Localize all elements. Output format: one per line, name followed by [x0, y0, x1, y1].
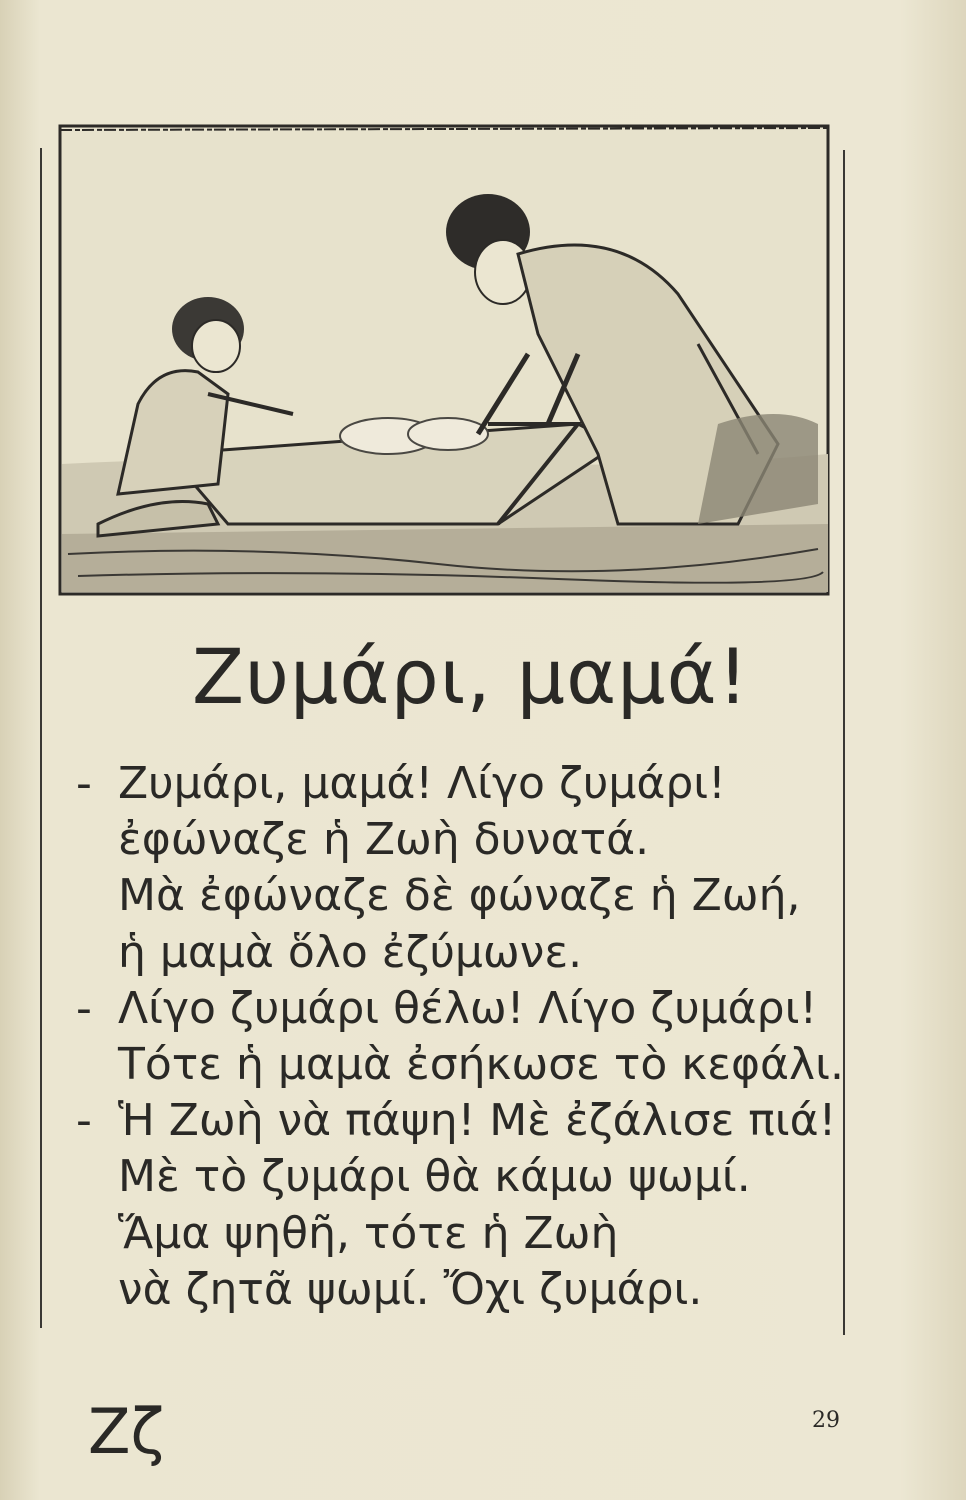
dialogue-dash: -: [76, 1095, 92, 1147]
story-line: [76, 756, 846, 812]
line-text: Λίγο ζυμάρι θέλω! Λίγο ζυμάρι!: [118, 982, 818, 1034]
page-number: 29: [812, 1408, 840, 1433]
story-line: [76, 981, 846, 1037]
alphabet-letters: Ζζ: [88, 1395, 165, 1468]
line-text: Μὲ τὸ ζυμάρι θὰ κάμω ψωμί.: [118, 1151, 751, 1203]
dialogue-dash: -: [76, 982, 92, 1034]
dialogue-dash: -: [76, 758, 92, 809]
story-line: [76, 1206, 846, 1262]
line-text: νὰ ζητᾶ ψωμί. Ὄχι ζυμάρι.: [118, 1263, 703, 1315]
left-margin-rule: [40, 148, 42, 1328]
story-line: [76, 925, 846, 981]
line-text: Ἡ Ζωὴ νὰ πάψη! Μὲ ἐζάλισε πιά!: [118, 1095, 837, 1147]
line-text: Ζυμάρι, μαμά! Λίγο ζυμάρι!: [118, 758, 726, 809]
story-line: [76, 812, 846, 868]
mother-kneading-dough-with-girl-illustration: [58, 124, 830, 596]
line-text: ἡ μαμὰ ὅλο ἐζύμωνε.: [118, 926, 583, 978]
line-text: Μὰ ἐφώναζε δὲ φώναζε ἡ Ζωή,: [118, 870, 801, 922]
story-line: [76, 1037, 846, 1093]
line-text: Τότε ἡ μαμὰ ἐσήκωσε τὸ κεφάλι.: [118, 1038, 844, 1090]
story-line: [76, 1093, 846, 1149]
line-text: ἐφώναζε ἡ Ζωὴ δυνατά.: [118, 814, 650, 866]
page-title: Ζυμάρι, μαμά!: [192, 632, 750, 721]
story-line: [76, 1262, 846, 1318]
story-line: [76, 1149, 846, 1205]
story-line: [76, 868, 846, 924]
story-text: [76, 756, 846, 1318]
line-text: Ἅμα ψηθῆ, τότε ἡ Ζωὴ: [118, 1207, 619, 1259]
